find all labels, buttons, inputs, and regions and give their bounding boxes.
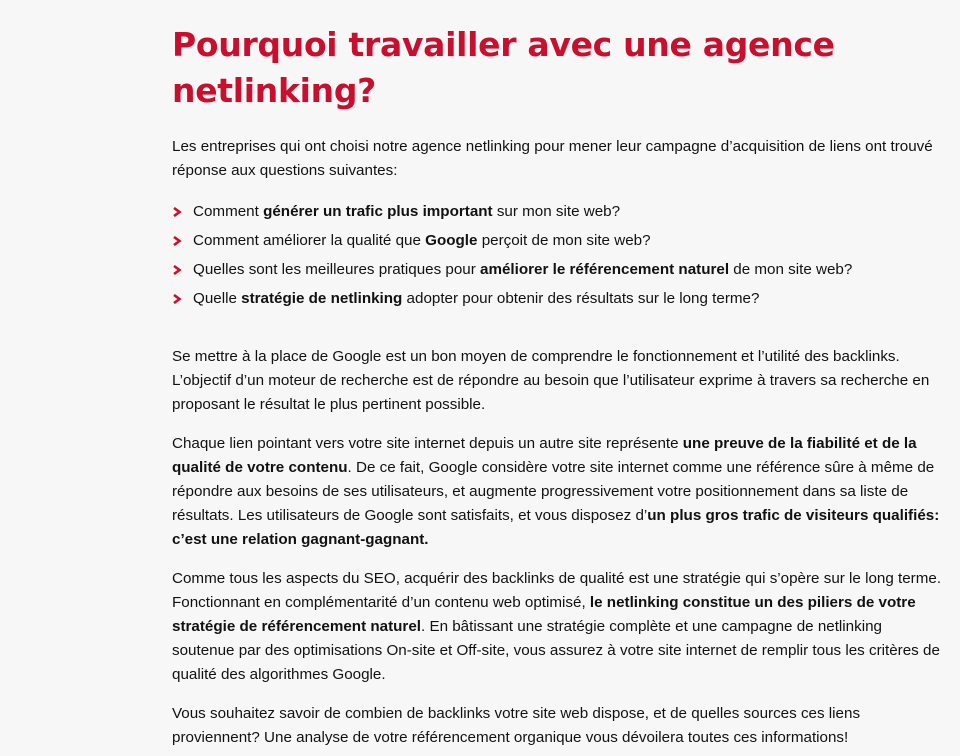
article-content [172,0,942,750]
chevron-right-icon [172,294,182,304]
chevron-right-icon [172,207,182,217]
chevron-right-icon [172,265,182,275]
chevron-right-icon [172,236,182,246]
list-item: Quelle stratégie de netlinking adopter pour obtenir des résultats sur le long terme? [172,287,942,316]
intro-paragraph: Les entreprises qui ont choisi notre agence netlinking pour mener leur campagne d’acquisition de liens ont trouvé réponse aux questions suivantes: [172,138,933,179]
backlinks-paragraph: Se mettre à la place de Google est un bon moyen de comprendre le fonctionnement et l’utilité des backlinks. L’objectif d’un moteur de recherche est de répondre au besoin que l’utilisateur exprime à travers sa recherche en proposant le résultat le plus pertinent possible. [172,348,930,413]
list-item: Comment améliorer la qualité que Google perçoit de mon site web? [172,229,942,258]
page-title: Pourquoi travailler avec une agence netlinking? [172,25,835,110]
analysis-paragraph: Vous souhaitez savoir de combien de backlinks votre site web dispose, et de quelles sources ces liens proviennent? Une analyse de votre référencement organique vous dévoilera toutes ces informations! [172,705,861,746]
question-list [172,200,942,316]
link-trust-paragraph: Chaque lien pointant vers votre site internet depuis un autre site représente une preuve de la fiabilité et de la qualité de votre contenu. De ce fait, Google considère votre site internet comme une référence sûre à même de répondre aux besoins de ses utilisateurs, et augmente progressivement votre positionnement dans sa liste de résultats. Les utilisateurs de Google sont satisfaits, et vous disposez d’un plus gros trafic de visiteurs qualifiés: c’est une relation gagnant-gagnant. [172,435,940,548]
list-item: Comment générer un trafic plus important sur mon site web? [172,200,942,229]
list-item: Quelles sont les meilleures pratiques pour améliorer le référencement naturel de mon site web? [172,258,942,287]
seo-strategy-paragraph: Comme tous les aspects du SEO, acquérir des backlinks de qualité est une stratégie qui s’opère sur le long terme. Fonctionnant en complémentarité d’un contenu web optimisé, le netlinking constitue un des piliers de votre stratégie de référencement naturel. En bâtissant une stratégie complète et une campagne de netlinking soutenue par des optimisations On-site et Off-site, vous assurez à votre site internet de remplir tous les critères de qualité des algorithmes Google. [172,570,942,683]
